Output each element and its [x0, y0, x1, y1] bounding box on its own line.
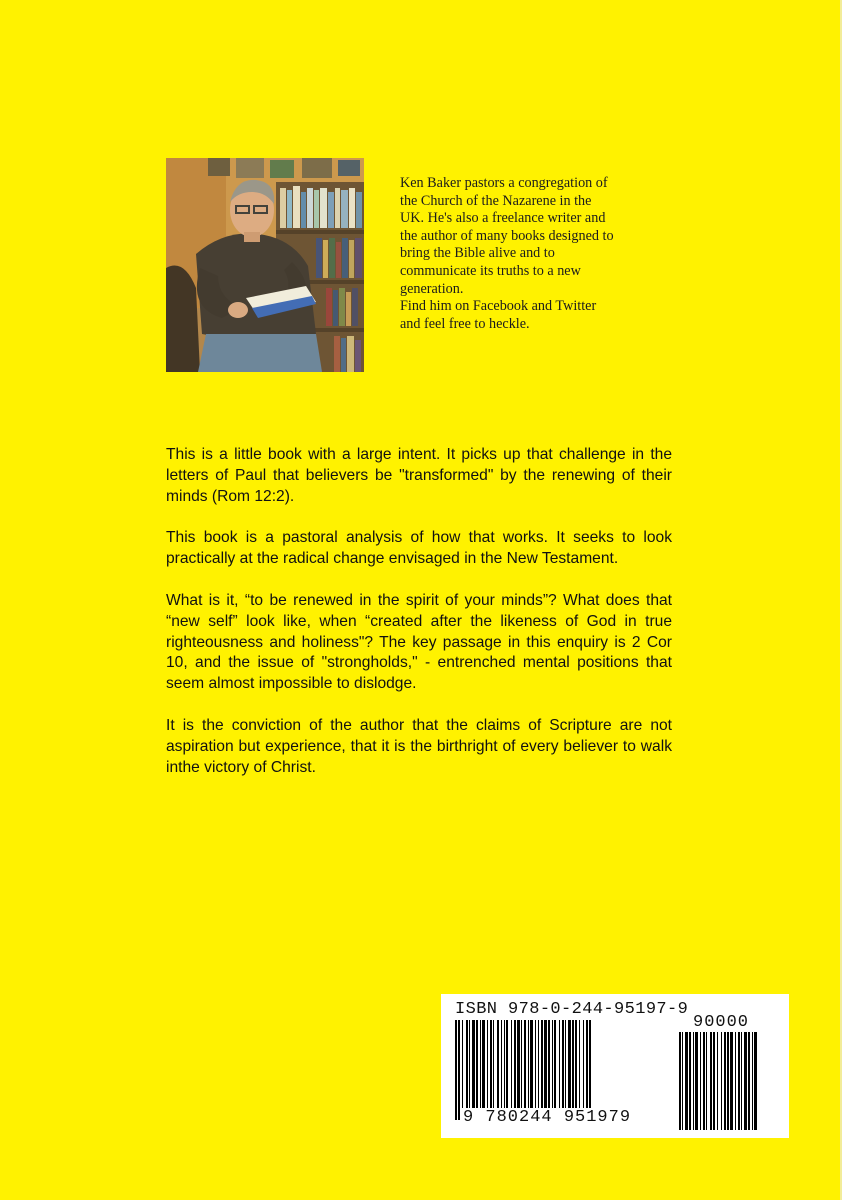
- blurb-paragraph: This book is a pastoral analysis of how that works. It seeks to look practically at the radical change envisaged in the New Testament.: [166, 529, 672, 568]
- bio-line: the author of many books designed to: [400, 227, 614, 244]
- price-code: 90000: [693, 1013, 750, 1032]
- bio-line: Ken Baker pastors a congregation of: [400, 175, 608, 191]
- book-blurb: [166, 445, 672, 799]
- bio-line: Find him on Facebook and Twitter: [400, 298, 597, 315]
- bio-line: and feel free to heckle.: [400, 315, 530, 332]
- page-edge: [840, 0, 842, 1200]
- author-photo: [166, 158, 364, 372]
- bio-line: generation.: [400, 280, 464, 297]
- isbn-label: ISBN 978-0-244-95197-9: [455, 1000, 689, 1019]
- blurb-paragraph: It is the conviction of the author that the claims of Scripture are not aspiration but experience, that it is the birthright of every believer to walk inthe victory of Christ.: [166, 716, 672, 776]
- bio-line: bring the Bible alive and to: [400, 245, 555, 262]
- barcode-digits: 9 780244 951979: [463, 1108, 632, 1127]
- bio-line: UK. He's also a freelance writer and: [400, 210, 606, 227]
- author-bio: [400, 175, 670, 333]
- blurb-paragraph: This is a little book with a large intent. It picks up that challenge in the letters of Paul that believers be "transformed" by the renewing of their minds (Rom 12:2).: [166, 446, 672, 505]
- bio-line: communicate its truths to a new: [400, 262, 581, 279]
- blurb-paragraph: What is it, “to be renewed in the spirit of your minds”? What does that “new self” look like, when “created after the likeness of God in true righteousness and holiness"? The key passage in this enquiry is 2 Cor 10, and the issue of "strongholds," - entrenched mental positions that seem almost impossible to dislodge.: [166, 591, 672, 693]
- isbn-barcode: [441, 994, 789, 1138]
- addon-barcode-bars: [679, 1032, 775, 1130]
- barcode-bars: [455, 1020, 677, 1120]
- bio-line: the Church of the Nazarene in the: [400, 192, 592, 209]
